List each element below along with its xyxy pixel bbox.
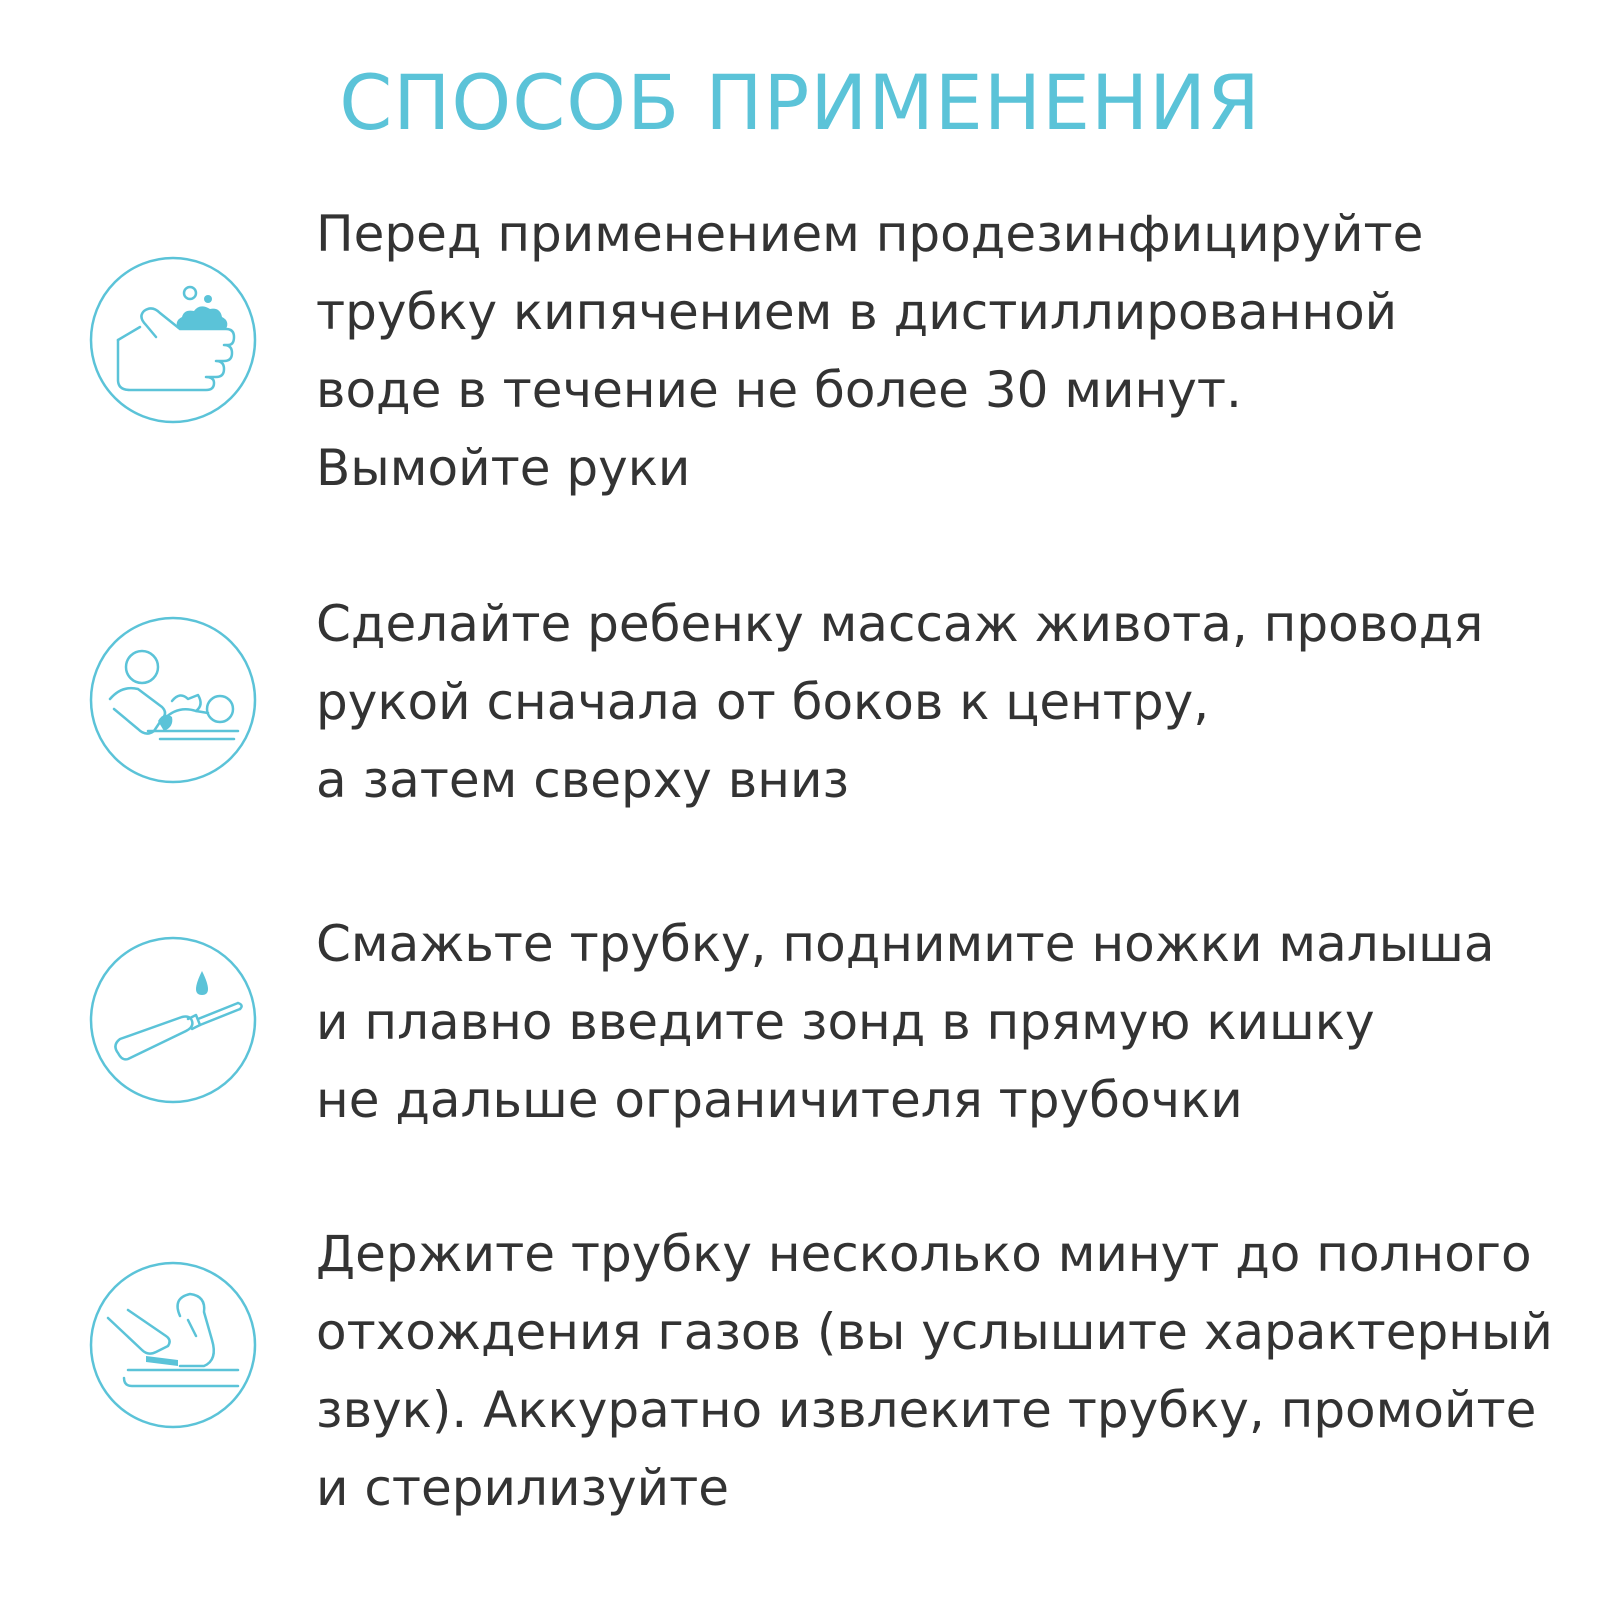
lubricate-tube-icon	[88, 935, 258, 1105]
text-line: Смажьте трубку, поднимите ножки малыша	[316, 915, 1495, 973]
page-title: СПОСОБ ПРИМЕНЕНИЯ	[339, 58, 1261, 147]
step-3-text	[316, 905, 1576, 1139]
text-line: и стерилизуйте	[316, 1459, 730, 1517]
text-line: не дальше ограничителя трубочки	[316, 1071, 1243, 1129]
text-line: Перед применением продезинфицируйте	[316, 205, 1424, 263]
text-line: воде в течение не более 30 минут.	[316, 361, 1242, 419]
belly-massage-icon	[88, 615, 258, 785]
text-line: Держите трубку несколько минут до полного	[316, 1225, 1532, 1283]
step-4-text	[316, 1215, 1576, 1527]
hold-tube-icon	[88, 1260, 258, 1430]
text-line: рукой сначала от боков к центру,	[316, 673, 1210, 731]
text-line: отхождения газов (вы услышите характерный	[316, 1303, 1553, 1361]
text-line: трубку кипячением в дистиллированной	[316, 283, 1398, 341]
text-line: и плавно введите зонд в прямую кишку	[316, 993, 1375, 1051]
hand-washing-icon	[88, 255, 258, 425]
step-2-text	[316, 585, 1576, 819]
text-line: а затем сверху вниз	[316, 751, 850, 809]
step-1-text	[316, 195, 1576, 507]
text-line: звук). Аккуратно извлеките трубку, промойте	[316, 1381, 1537, 1439]
text-line: Вымойте руки	[316, 439, 691, 497]
text-line: Сделайте ребенку массаж живота, проводя	[316, 595, 1484, 653]
